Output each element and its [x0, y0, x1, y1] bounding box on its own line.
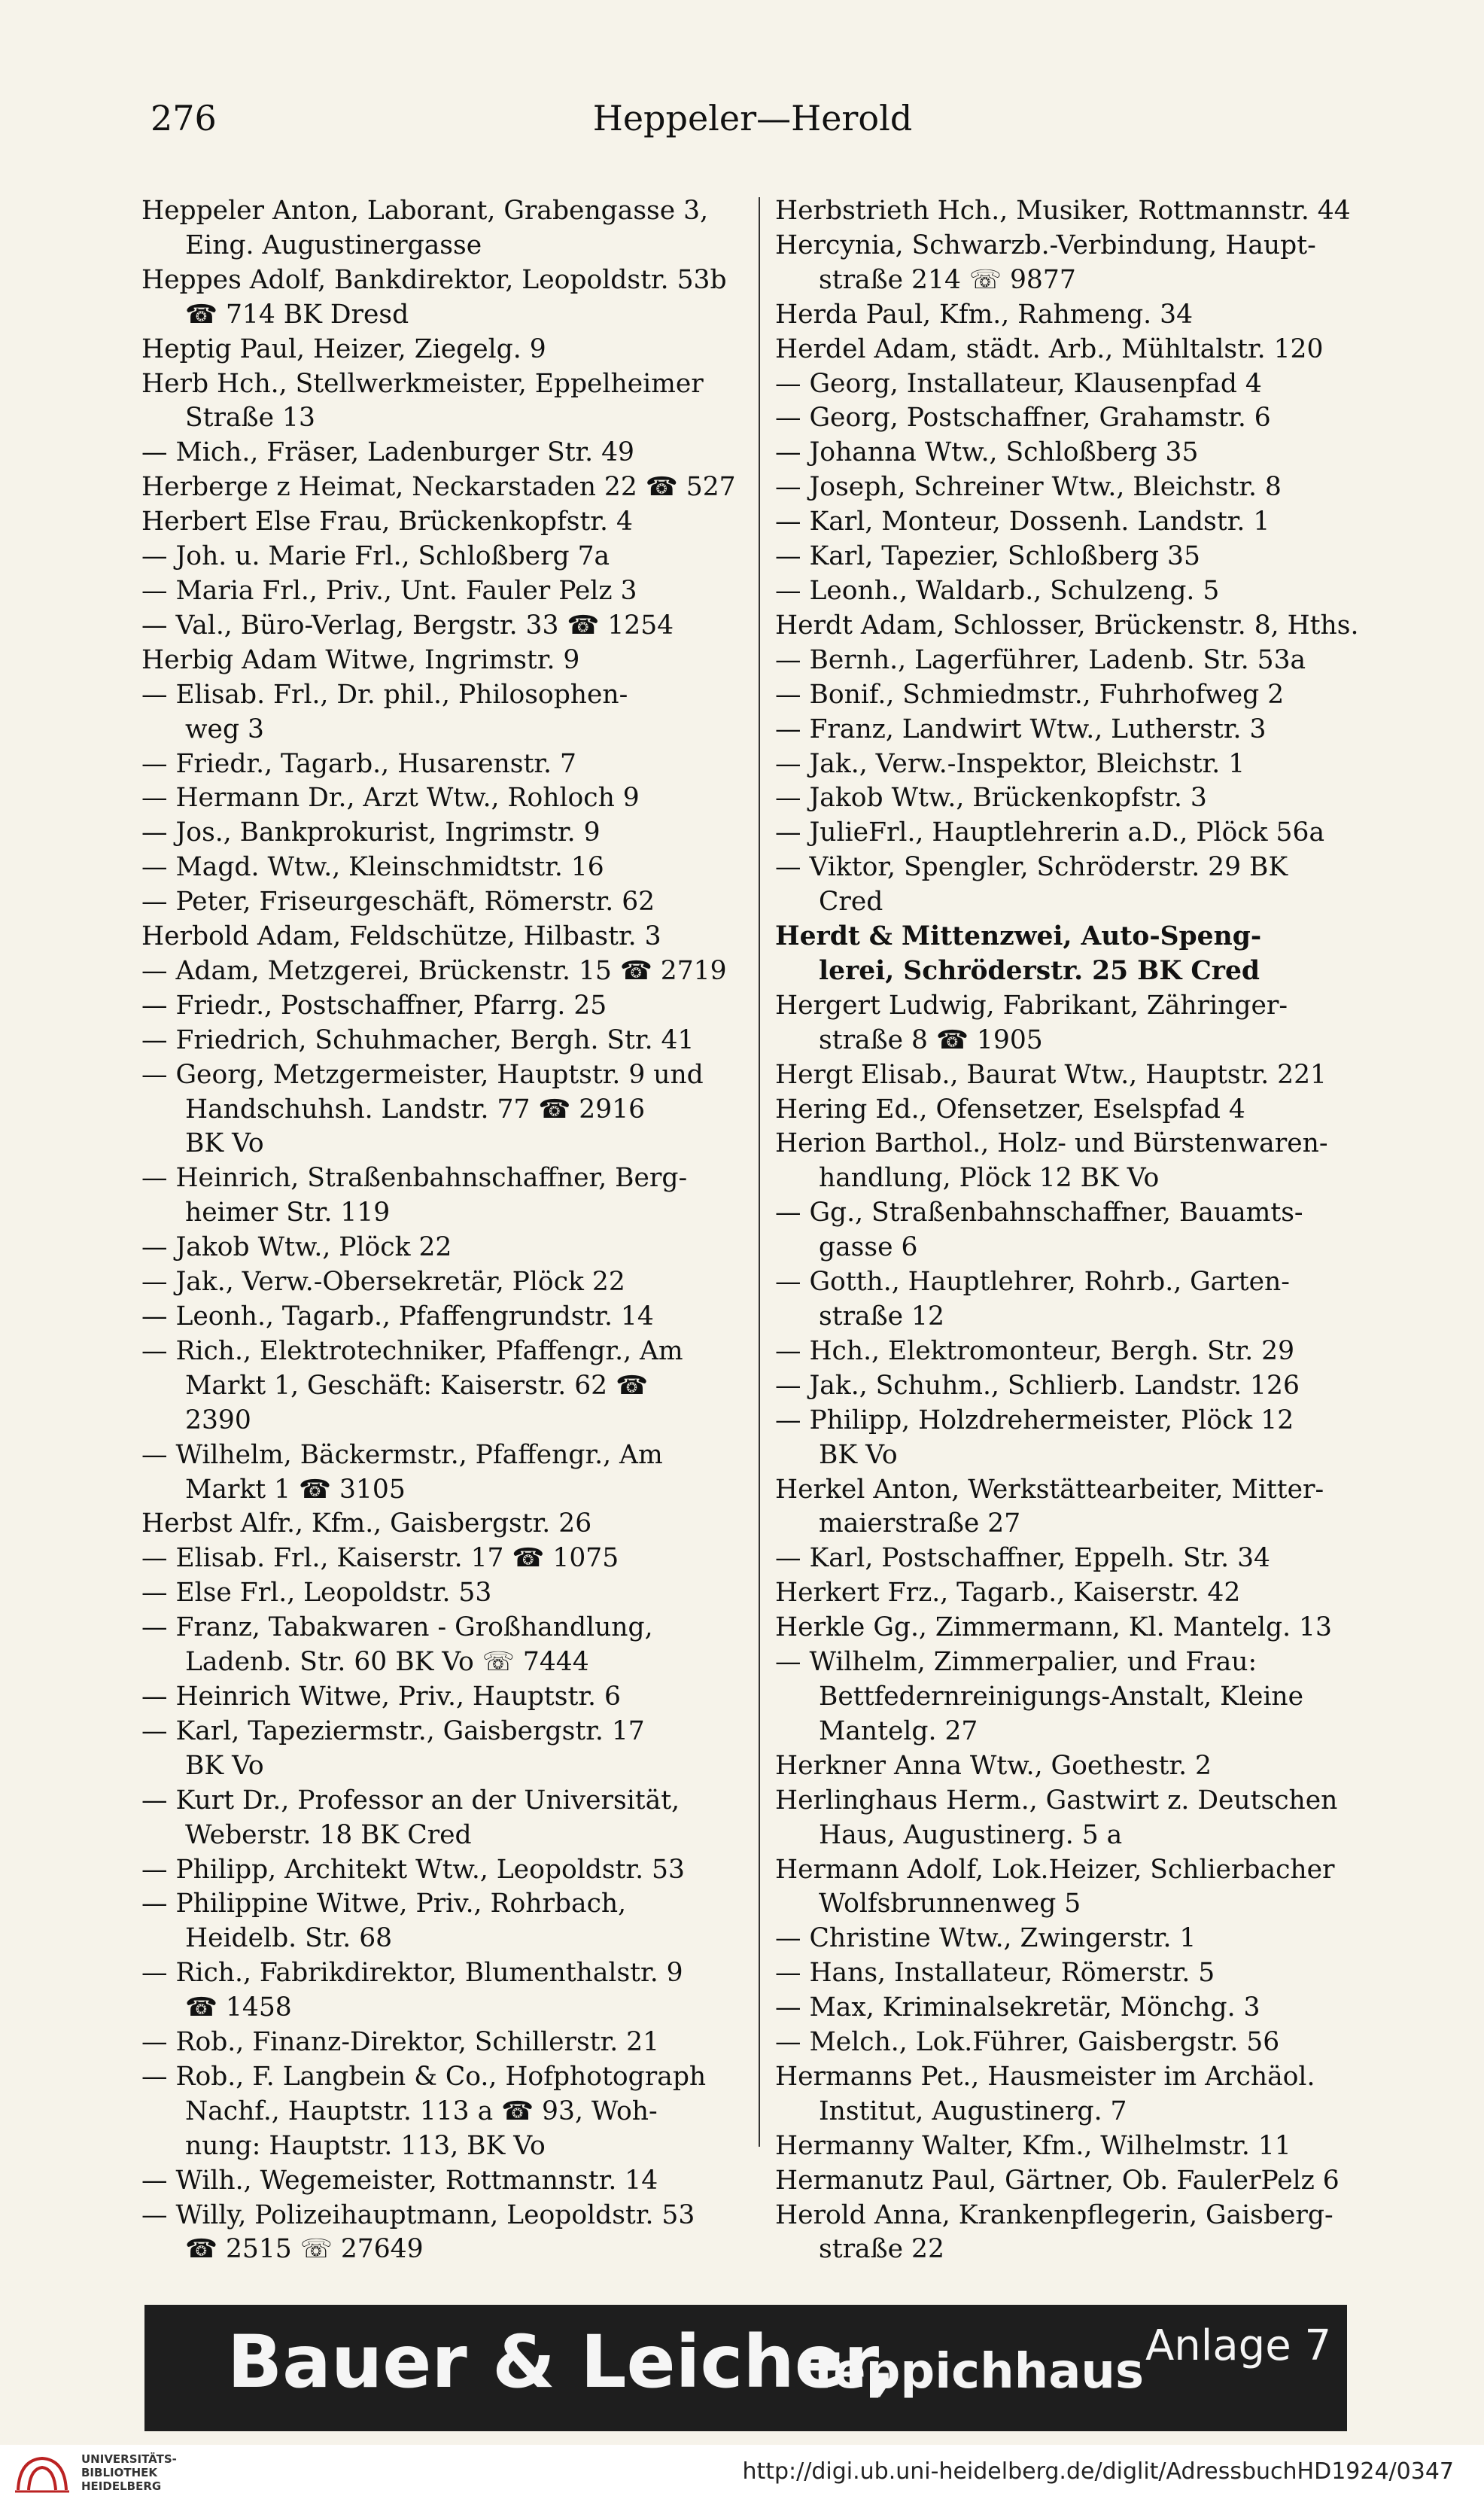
- left-column-entry: ☎ 714 BK Dresd: [185, 299, 409, 330]
- page-number: 276: [151, 98, 217, 138]
- left-column-entry: — Hermann Dr., Arzt Wtw., Rohloch 9: [141, 783, 640, 814]
- left-column-entry: weg 3: [185, 714, 264, 744]
- left-column-entry: — Jos., Bankprokurist, Ingrimstr. 9: [141, 817, 601, 848]
- left-column-entry: — Val., Büro-Verlag, Bergstr. 33 ☎ 1254: [141, 610, 674, 641]
- right-column-entry: Herda Paul, Kfm., Rahmeng. 34: [775, 299, 1194, 330]
- left-column-entry: — Friedrich, Schuhmacher, Bergh. Str. 41: [141, 1024, 695, 1055]
- right-column-entry: — Georg, Postschaffner, Grahamstr. 6: [775, 403, 1271, 434]
- right-column-entry: maierstraße 27: [819, 1508, 1021, 1539]
- right-column-entry: Bettfedernreinigungs-Anstalt, Kleine: [819, 1681, 1304, 1712]
- right-column-entry: Herkert Frz., Tagarb., Kaiserstr. 42: [775, 1578, 1241, 1609]
- right-column-entry: handlung, Plöck 12 BK Vo: [819, 1163, 1160, 1194]
- right-column-entry: gasse 6: [819, 1232, 918, 1263]
- right-column-entry: — Bernh., Lagerführer, Ladenb. Str. 53a: [775, 644, 1306, 675]
- left-column-entry: — Philipp, Architekt Wtw., Leopoldstr. 53: [141, 1854, 685, 1885]
- right-column-entry: — Viktor, Spengler, Schröderstr. 29 BK: [775, 852, 1288, 883]
- left-column-entry: nung: Hauptstr. 113, BK Vo: [185, 2130, 546, 2161]
- right-column-entry: Wolfsbrunnenweg 5: [819, 1889, 1081, 1919]
- left-column-entry: BK Vo: [185, 1750, 264, 1781]
- left-column-entry: Herbert Else Frau, Brückenkopfstr. 4: [141, 507, 633, 537]
- right-column-entry: — Jak., Schuhm., Schlierb. Landstr. 126: [775, 1370, 1300, 1401]
- right-column-entry: — Philipp, Holzdrehermeister, Plöck 12: [775, 1405, 1294, 1435]
- right-column-entry: Hermanny Walter, Kfm., Wilhelmstr. 11: [775, 2130, 1291, 2161]
- left-column-entry: BK Vo: [185, 1128, 264, 1159]
- right-column-entry: straße 8 ☎ 1905: [819, 1024, 1043, 1055]
- left-column-entry: Herbold Adam, Feldschütze, Hilbastr. 3: [141, 921, 661, 952]
- left-column-entry: Eing. Augustinergasse: [185, 230, 482, 260]
- left-column-entry: ☎ 1458: [185, 1992, 292, 2023]
- right-column-entry: — Wilhelm, Zimmerpalier, und Frau:: [775, 1647, 1257, 1678]
- right-column-entry: BK Vo: [819, 1439, 898, 1470]
- right-column-entry: Hering Ed., Ofensetzer, Eselspfad 4: [775, 1094, 1245, 1125]
- left-column-entry: Handschuhsh. Landstr. 77 ☎ 2916: [185, 1094, 646, 1125]
- left-column-entry: — Wilh., Wegemeister, Rottmannstr. 14: [141, 2165, 658, 2196]
- right-column-entry: — JulieFrl., Hauptlehrerin a.D., Plöck 56a: [775, 817, 1325, 848]
- right-column-entry: Herkel Anton, Werkstättearbeiter, Mitter-: [775, 1474, 1324, 1505]
- left-column-entry: — Rob., Finanz-Direktor, Schillerstr. 21: [141, 2027, 660, 2058]
- right-column-entry: — Leonh., Waldarb., Schulzeng. 5: [775, 575, 1220, 606]
- page-header: [151, 98, 1355, 151]
- right-column-entry: — Gg., Straßenbahnschaffner, Bauamts-: [775, 1198, 1303, 1228]
- library-name: UNIVERSITÄTS- BIBLIOTHEK HEIDELBERG: [81, 2452, 177, 2493]
- left-column-entry: — Karl, Tapeziermstr., Gaisbergstr. 17: [141, 1715, 645, 1746]
- right-column-entry: Hermann Adolf, Lok.Heizer, Schlierbacher: [775, 1854, 1335, 1885]
- right-column-entry: Hergt Elisab., Baurat Wtw., Hauptstr. 221: [775, 1059, 1327, 1090]
- left-column-entry: — Heinrich Witwe, Priv., Hauptstr. 6: [141, 1681, 621, 1712]
- left-column-entry: — Heinrich, Straßenbahnschaffner, Berg-: [141, 1163, 688, 1194]
- right-column: [775, 194, 1370, 2267]
- advertisement-text: Bauer & Leicher,: [227, 2320, 896, 2404]
- column-divider: [759, 197, 760, 2147]
- right-column-entry: straße 12: [819, 1301, 944, 1332]
- left-column-entry: — Franz, Tabakwaren - Großhandlung,: [141, 1612, 653, 1643]
- left-column-entry: Herb Hch., Stellwerkmeister, Eppelheimer: [141, 368, 704, 399]
- source-url-link[interactable]: http://digi.ub.uni-heidelberg.de/diglit/AdressbuchHD1924/0347: [742, 2458, 1454, 2485]
- left-column-entry: — Rich., Elektrotechniker, Pfaffengr., Am: [141, 1335, 683, 1366]
- left-column-entry: — Elisab. Frl., Kaiserstr. 17 ☎ 1075: [141, 1543, 619, 1574]
- right-column-entry: Institut, Augustinerg. 7: [819, 2096, 1127, 2126]
- right-column-entry: — Christine Wtw., Zwingerstr. 1: [775, 1923, 1197, 1954]
- left-column-entry: Nachf., Hauptstr. 113 a ☎ 93, Woh-: [185, 2096, 658, 2126]
- right-column-entry: — Jakob Wtw., Brückenkopfstr. 3: [775, 783, 1207, 814]
- left-column-entry: — Willy, Polizeihauptmann, Leopoldstr. 53: [141, 2199, 695, 2230]
- left-column-entry: — Philippine Witwe, Priv., Rohrbach,: [141, 1889, 627, 1919]
- left-column-entry: — Leonh., Tagarb., Pfaffengrundstr. 14: [141, 1301, 654, 1332]
- right-column-entry: Hermanns Pet., Hausmeister im Archäol.: [775, 2061, 1315, 2092]
- left-column-entry: 2390: [185, 1405, 251, 1435]
- left-column-entry: — Wilhelm, Bäckermstr., Pfaffengr., Am: [141, 1439, 663, 1470]
- right-column-entry: Hermanutz Paul, Gärtner, Ob. FaulerPelz 6: [775, 2165, 1340, 2196]
- left-column-entry: — Friedr., Postschaffner, Pfarrg. 25: [141, 990, 607, 1021]
- left-column: [141, 194, 736, 2267]
- left-column-entry: Heppeler Anton, Laborant, Grabengasse 3,: [141, 196, 709, 226]
- right-column-entry: Herdt & Mittenzwei, Auto-Speng-: [775, 921, 1262, 952]
- right-column-entry: Herion Barthol., Holz- und Bürstenwaren-: [775, 1128, 1328, 1159]
- right-column-entry: Herbstrieth Hch., Musiker, Rottmannstr. 44: [775, 196, 1351, 226]
- right-column-entry: straße 214 ☏ 9877: [819, 264, 1076, 295]
- right-column-entry: — Hch., Elektromonteur, Bergh. Str. 29: [775, 1335, 1295, 1366]
- left-column-entry: — Jakob Wtw., Plöck 22: [141, 1232, 452, 1263]
- right-column-entry: Herkle Gg., Zimmermann, Kl. Mantelg. 13: [775, 1612, 1332, 1643]
- left-column-entry: ☎ 2515 ☏ 27649: [185, 2234, 424, 2265]
- right-column-entry: — Karl, Monteur, Dossenh. Landstr. 1: [775, 507, 1270, 537]
- right-column-entry: — Karl, Postschaffner, Eppelh. Str. 34: [775, 1543, 1271, 1574]
- right-column-entry: — Bonif., Schmiedmstr., Fuhrhofweg 2: [775, 679, 1285, 710]
- left-column-entry: Heptig Paul, Heizer, Ziegelg. 9: [141, 333, 546, 364]
- left-column-entry: — Joh. u. Marie Frl., Schloßberg 7a: [141, 541, 610, 572]
- left-column-entry: — Kurt Dr., Professor an der Universität,: [141, 1785, 680, 1816]
- right-column-entry: lerei, Schröderstr. 25 BK Cred: [819, 955, 1260, 986]
- library-logo-icon: [12, 2452, 72, 2497]
- right-column-entry: — Gotth., Hauptlehrer, Rohrb., Garten-: [775, 1267, 1290, 1298]
- left-column-entry: Straße 13: [185, 403, 315, 434]
- left-column-entry: — Magd. Wtw., Kleinschmidtstr. 16: [141, 852, 604, 883]
- left-column-entry: — Jak., Verw.-Obersekretär, Plöck 22: [141, 1267, 625, 1298]
- footer: [0, 2445, 1484, 2502]
- left-column-entry: — Georg, Metzgermeister, Hauptstr. 9 und: [141, 1059, 704, 1090]
- right-column-entry: Herdel Adam, städt. Arb., Mühltalstr. 120: [775, 333, 1324, 364]
- right-column-entry: Herold Anna, Krankenpflegerin, Gaisberg-: [775, 2199, 1333, 2230]
- right-column-entry: — Max, Kriminalsekretär, Mönchg. 3: [775, 1992, 1260, 2023]
- right-column-entry: Hercynia, Schwarzb.-Verbindung, Haupt-: [775, 230, 1316, 260]
- right-column-entry: Herlinghaus Herm., Gastwirt z. Deutschen: [775, 1785, 1338, 1816]
- left-column-entry: — Rich., Fabrikdirektor, Blumenthalstr. 9: [141, 1958, 683, 1989]
- left-column-entry: — Peter, Friseurgeschäft, Römerstr. 62: [141, 887, 655, 918]
- left-column-entry: heimer Str. 119: [185, 1198, 391, 1228]
- right-column-entry: — Melch., Lok.Führer, Gaisbergstr. 56: [775, 2027, 1280, 2058]
- right-column-entry: — Franz, Landwirt Wtw., Lutherstr. 3: [775, 714, 1267, 744]
- left-column-entry: Markt 1 ☎ 3105: [185, 1474, 406, 1505]
- right-column-entry: — Jak., Verw.-Inspektor, Bleichstr. 1: [775, 748, 1245, 779]
- left-column-entry: — Rob., F. Langbein & Co., Hofphotograph: [141, 2061, 707, 2092]
- left-column-entry: Herbig Adam Witwe, Ingrimstr. 9: [141, 644, 580, 675]
- left-column-entry: Markt 1, Geschäft: Kaiserstr. 62 ☎: [185, 1370, 649, 1401]
- right-column-entry: — Georg, Installateur, Klausenpfad 4: [775, 368, 1262, 399]
- right-column-entry: straße 22: [819, 2234, 944, 2265]
- right-column-entry: — Hans, Installateur, Römerstr. 5: [775, 1958, 1215, 1989]
- advertisement-subtext: Teppichhaus: [807, 2344, 1145, 2400]
- left-column-entry: Heppes Adolf, Bankdirektor, Leopoldstr. 53b: [141, 264, 727, 295]
- left-column-entry: — Mich., Fräser, Ladenburger Str. 49: [141, 437, 635, 468]
- left-column-entry: — Friedr., Tagarb., Husarenstr. 7: [141, 748, 576, 779]
- right-column-entry: Haus, Augustinerg. 5 a: [819, 1819, 1123, 1850]
- running-head: Heppeler—Herold: [592, 98, 913, 138]
- left-column-entry: Ladenb. Str. 60 BK Vo ☏ 7444: [185, 1647, 589, 1678]
- advertisement-note: Anlage 7: [1145, 2321, 1332, 2370]
- left-column-entry: Heidelb. Str. 68: [185, 1923, 393, 1954]
- right-column-entry: Mantelg. 27: [819, 1715, 978, 1746]
- right-column-entry: Hergert Ludwig, Fabrikant, Zähringer-: [775, 990, 1288, 1021]
- right-column-entry: Herkner Anna Wtw., Goethestr. 2: [775, 1750, 1212, 1781]
- right-column-entry: Cred: [819, 887, 883, 918]
- left-column-entry: — Else Frl., Leopoldstr. 53: [141, 1578, 492, 1609]
- left-column-entry: — Elisab. Frl., Dr. phil., Philosophen-: [141, 679, 628, 710]
- left-column-entry: — Adam, Metzgerei, Brückenstr. 15 ☎ 2719: [141, 955, 727, 986]
- right-column-entry: Herdt Adam, Schlosser, Brückenstr. 8, Hths.: [775, 610, 1359, 641]
- right-column-entry: — Johanna Wtw., Schloßberg 35: [775, 437, 1199, 468]
- advertisement-banner: [144, 2305, 1347, 2431]
- right-column-entry: — Karl, Tapezier, Schloßberg 35: [775, 541, 1200, 572]
- left-column-entry: Weberstr. 18 BK Cred: [185, 1819, 472, 1850]
- left-column-entry: Herberge z Heimat, Neckarstaden 22 ☎ 527: [141, 472, 736, 503]
- right-column-entry: — Joseph, Schreiner Wtw., Bleichstr. 8: [775, 472, 1282, 503]
- left-column-entry: Herbst Alfr., Kfm., Gaisbergstr. 26: [141, 1508, 592, 1539]
- left-column-entry: — Maria Frl., Priv., Unt. Fauler Pelz 3: [141, 575, 637, 606]
